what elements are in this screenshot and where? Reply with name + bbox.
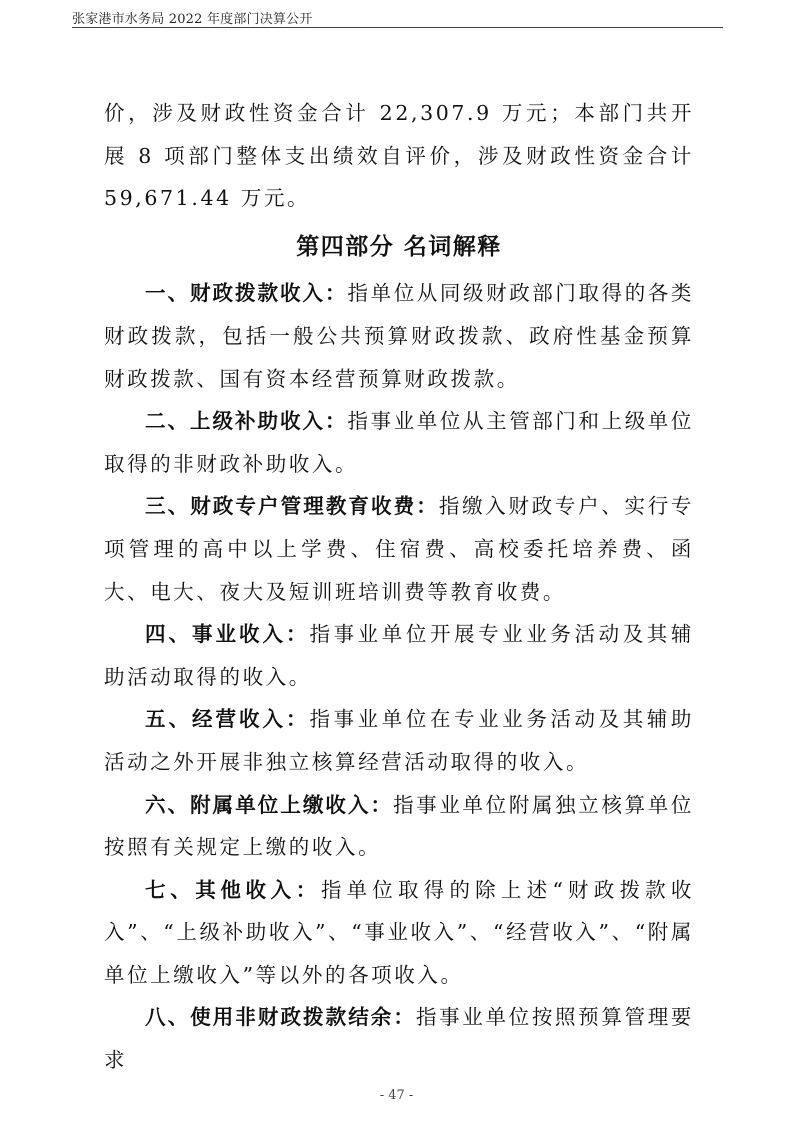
header-divider	[72, 27, 723, 28]
term-paragraph-6	[104, 784, 694, 869]
term-definition: 指单位从同级财政部门取得的各类财政拨款，包括一般公共预算财政拨款、政府性基金预算财政拨款、国有资本经营预算财政拨款。	[104, 281, 694, 391]
term-label: 二、上级补助收入：	[145, 409, 348, 434]
running-header: 张家港市水务局 2022 年度部门决算公开	[72, 12, 313, 27]
document-body	[104, 92, 694, 1082]
page-number: - 47 -	[379, 1088, 414, 1103]
term-definition: 指事业单位按照预算管理要求	[104, 1005, 694, 1073]
term-definition: 指事业单位开展专业业务活动及其辅助活动取得的收入。	[104, 622, 694, 689]
term-definition: 指单位取得的除上述“财政拨款收入”、“上级补助收入”、“事业收入”、“经营收入”、“附属单位上缴收入”等以外的各项收入。	[104, 877, 695, 987]
term-label: 八、使用非财政拨款结余：	[145, 1005, 416, 1030]
term-label: 四、事业收入：	[145, 622, 310, 647]
term-label: 三、财政专户管理教育收费：	[145, 494, 439, 519]
section-title: 第四部分 名词解释	[296, 233, 502, 260]
term-paragraph-4	[104, 613, 694, 698]
term-label: 七、其他收入：	[145, 877, 321, 902]
term-paragraph-8	[104, 996, 694, 1081]
term-definition: 指事业单位从主管部门和上级单位取得的非财政补助收入。	[104, 409, 694, 476]
term-label: 六、附属单位上缴收入：	[145, 792, 394, 817]
term-paragraph-5	[104, 698, 694, 783]
term-definition: 指缴入财政专户、实行专项管理的高中以上学费、住宿费、高校委托培养费、函大、电大、夜大及短训班培训费等教育收费。	[104, 494, 694, 604]
term-paragraph-2	[104, 400, 694, 485]
term-definition: 指事业单位附属独立核算单位按照有关规定上缴的收入。	[104, 792, 694, 860]
term-label: 五、经营收入：	[145, 707, 310, 732]
term-paragraph-1	[104, 272, 694, 400]
intro-paragraph: 价，涉及财政性资金合计 22,307.9 万元；本部门共开展 8 项部门整体支出绩效自评价，涉及财政性资金合计 59,671.44 万元。	[104, 101, 694, 211]
term-paragraph-7	[104, 869, 694, 997]
term-label: 一、财政拨款收入：	[145, 281, 348, 306]
term-definition: 指事业单位在专业业务活动及其辅助活动之外开展非独立核算经营活动取得的收入。	[104, 707, 694, 774]
term-paragraph-3	[104, 485, 694, 613]
